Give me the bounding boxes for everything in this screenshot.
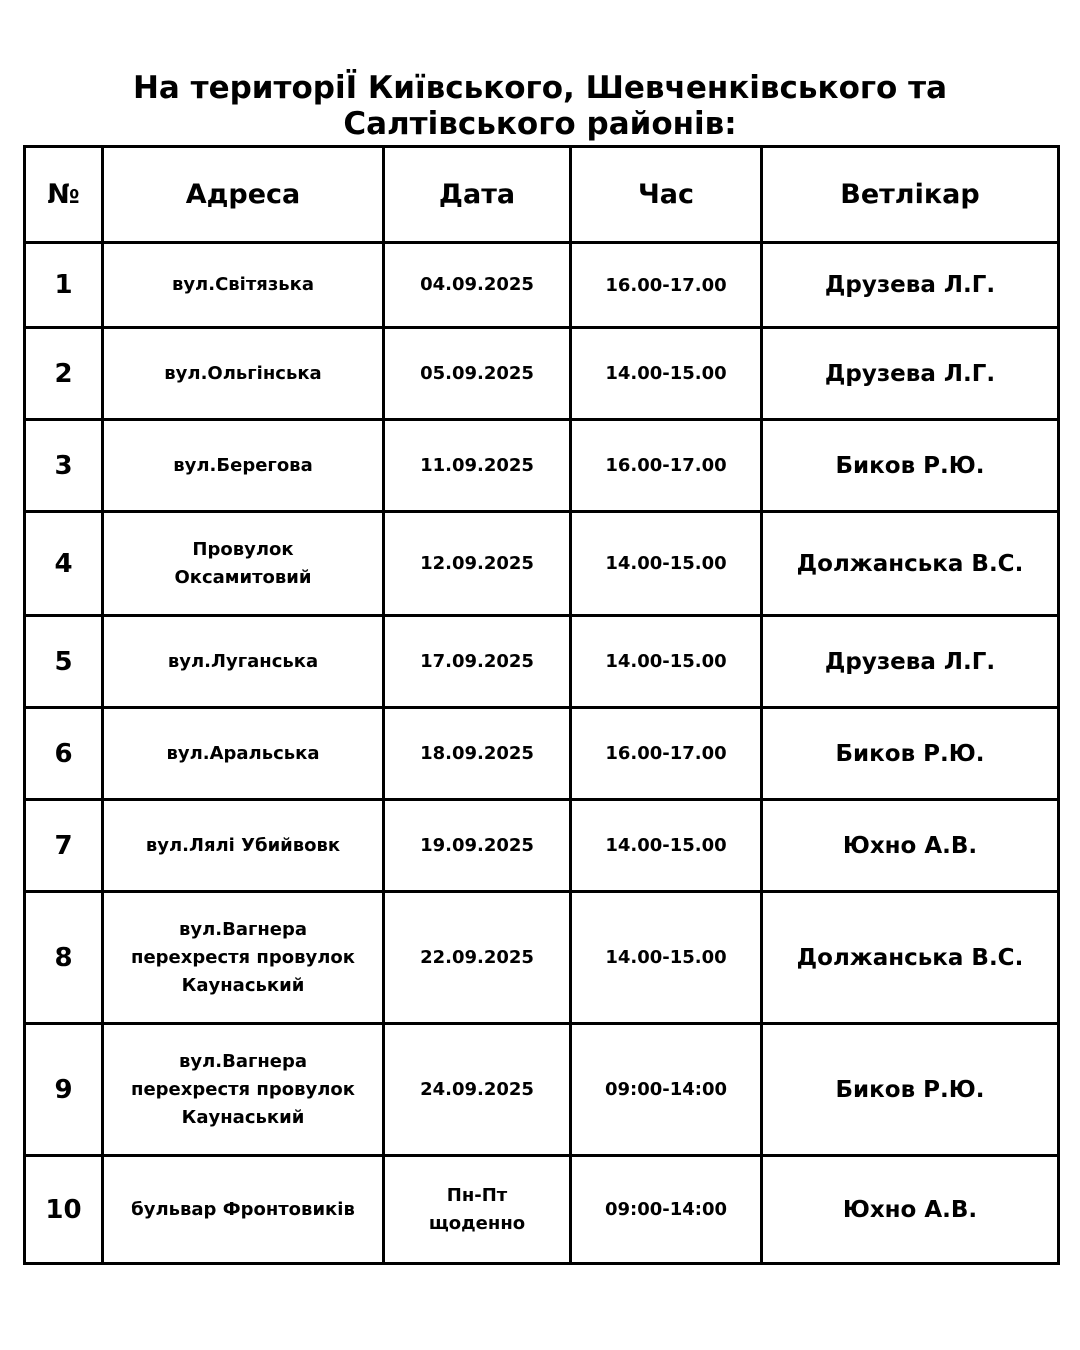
row-vet: Юхно А.В. <box>762 800 1059 892</box>
row-date: Пн-Пт щоденно <box>384 1156 571 1264</box>
row-vet: Друзева Л.Г. <box>762 243 1059 328</box>
row-time: 16.00-17.00 <box>571 243 762 328</box>
header-vet: Ветлікар <box>762 147 1059 243</box>
header-address: Адреса <box>103 147 384 243</box>
row-vet: Биков Р.Ю. <box>762 420 1059 512</box>
row-date: 22.09.2025 <box>384 892 571 1024</box>
header-time: Час <box>571 147 762 243</box>
row-number: 10 <box>25 1156 103 1264</box>
header-number: № <box>25 147 103 243</box>
row-vet: Друзева Л.Г. <box>762 616 1059 708</box>
row-date: 11.09.2025 <box>384 420 571 512</box>
row-date: 19.09.2025 <box>384 800 571 892</box>
table-row <box>25 892 1059 1024</box>
table-row <box>25 512 1059 616</box>
table-row <box>25 800 1059 892</box>
table-row <box>25 328 1059 420</box>
row-time: 16.00-17.00 <box>571 708 762 800</box>
row-time: 14.00-15.00 <box>571 800 762 892</box>
row-number: 9 <box>25 1024 103 1156</box>
row-vet: Должанська В.С. <box>762 892 1059 1024</box>
table-row <box>25 708 1059 800</box>
row-number: 6 <box>25 708 103 800</box>
row-vet: Биков Р.Ю. <box>762 708 1059 800</box>
row-number: 4 <box>25 512 103 616</box>
row-time: 14.00-15.00 <box>571 892 762 1024</box>
row-time: 14.00-15.00 <box>571 328 762 420</box>
row-address: вул.Луганська <box>103 616 384 708</box>
table-row <box>25 616 1059 708</box>
row-vet: Должанська В.С. <box>762 512 1059 616</box>
row-time: 14.00-15.00 <box>571 512 762 616</box>
row-time: 09:00-14:00 <box>571 1024 762 1156</box>
row-address: вул.Вагнера перехрестя провулок Каунаський <box>103 1024 384 1156</box>
row-vet: Биков Р.Ю. <box>762 1024 1059 1156</box>
row-number: 8 <box>25 892 103 1024</box>
header-date: Дата <box>384 147 571 243</box>
row-date: 24.09.2025 <box>384 1024 571 1156</box>
row-date: 04.09.2025 <box>384 243 571 328</box>
row-time: 09:00-14:00 <box>571 1156 762 1264</box>
table-row <box>25 420 1059 512</box>
row-address: вул.Вагнера перехрестя провулок Каунаський <box>103 892 384 1024</box>
table-header-row <box>25 147 1059 243</box>
row-number: 3 <box>25 420 103 512</box>
row-vet: Друзева Л.Г. <box>762 328 1059 420</box>
row-date: 18.09.2025 <box>384 708 571 800</box>
row-address: вул.Світязька <box>103 243 384 328</box>
page-title-line-1: На територіЇ Київського, Шевченківського та <box>132 70 948 106</box>
row-address: Провулок Оксамитовий <box>103 512 384 616</box>
row-time: 16.00-17.00 <box>571 420 762 512</box>
schedule-table <box>23 145 1060 1265</box>
row-date: 17.09.2025 <box>384 616 571 708</box>
row-date: 12.09.2025 <box>384 512 571 616</box>
row-number: 1 <box>25 243 103 328</box>
table-row <box>25 243 1059 328</box>
row-address: вул.Лялі Убийвовк <box>103 800 384 892</box>
table-row <box>25 1156 1059 1264</box>
row-address: вул.Берегова <box>103 420 384 512</box>
row-address: бульвар Фронтовиків <box>103 1156 384 1264</box>
row-time: 14.00-15.00 <box>571 616 762 708</box>
row-date: 05.09.2025 <box>384 328 571 420</box>
page-title-line-2: Салтівського районів: <box>343 106 737 142</box>
table-row <box>25 1024 1059 1156</box>
row-vet: Юхно А.В. <box>762 1156 1059 1264</box>
page-title <box>0 70 1080 142</box>
row-number: 2 <box>25 328 103 420</box>
row-number: 5 <box>25 616 103 708</box>
row-address: вул.Ольгінська <box>103 328 384 420</box>
row-address: вул.Аральська <box>103 708 384 800</box>
row-number: 7 <box>25 800 103 892</box>
